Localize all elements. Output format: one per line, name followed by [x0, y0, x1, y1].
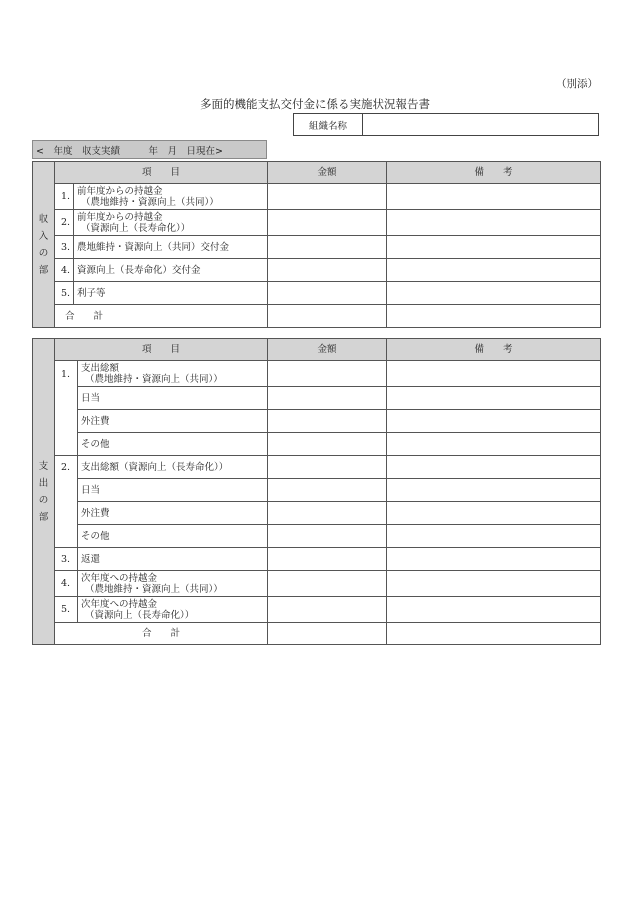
expense-side-label: 支出の部: [33, 339, 55, 645]
remarks-cell[interactable]: [387, 525, 601, 548]
amount-cell[interactable]: [268, 456, 387, 479]
row-number: 5.: [55, 597, 78, 623]
amount-cell[interactable]: [268, 502, 387, 525]
row-item: 農地維持・資源向上（共同）交付金: [74, 236, 268, 259]
row-item: 返還: [78, 548, 268, 571]
row-number: 5.: [55, 282, 74, 305]
item-header: 項 目: [55, 162, 268, 184]
table-row: [33, 236, 601, 259]
table-row: [33, 479, 601, 502]
document-title: 多面的機能支払交付金に係る実施状況報告書: [200, 97, 430, 111]
table-row: [33, 210, 601, 236]
row-number: 4.: [55, 259, 74, 282]
remarks-cell[interactable]: [387, 571, 601, 597]
table-row: [33, 361, 601, 387]
amount-cell[interactable]: [268, 361, 387, 387]
income-total-label: 合 計: [55, 305, 268, 328]
row-number: 1.: [55, 184, 74, 210]
sub-item: 日当: [78, 387, 268, 410]
amount-cell[interactable]: [268, 210, 387, 236]
remarks-cell[interactable]: [387, 548, 601, 571]
remarks-header: 備 考: [387, 162, 601, 184]
remarks-cell[interactable]: [387, 410, 601, 433]
remarks-cell[interactable]: [387, 210, 601, 236]
expense-header-row: [33, 339, 601, 361]
table-row: [33, 502, 601, 525]
expense-table: [32, 338, 601, 645]
table-row: [33, 410, 601, 433]
amount-header: 金額: [268, 339, 387, 361]
row-number: 2.: [55, 210, 74, 236]
remarks-cell[interactable]: [387, 236, 601, 259]
sub-item: 外注費: [78, 410, 268, 433]
remarks-cell[interactable]: [387, 361, 601, 387]
amount-cell[interactable]: [268, 282, 387, 305]
remarks-cell[interactable]: [387, 305, 601, 328]
remarks-cell[interactable]: [387, 456, 601, 479]
table-row: [33, 525, 601, 548]
table-row: [33, 597, 601, 623]
table-row: [33, 387, 601, 410]
income-header-row: [33, 162, 601, 184]
row-item: 支出総額（資源向上（長寿命化））: [78, 456, 268, 479]
row-number: 2.: [55, 456, 78, 548]
remarks-cell[interactable]: [387, 282, 601, 305]
remarks-header: 備 考: [387, 339, 601, 361]
item-header: 項 目: [55, 339, 268, 361]
remarks-cell[interactable]: [387, 433, 601, 456]
amount-cell[interactable]: [268, 236, 387, 259]
sub-item: その他: [78, 433, 268, 456]
attachment-label: （別添）: [556, 78, 598, 90]
row-number: 1.: [55, 361, 78, 456]
amount-cell[interactable]: [268, 597, 387, 623]
remarks-cell[interactable]: [387, 597, 601, 623]
organization-name-label: 組織名称: [294, 114, 363, 135]
amount-cell[interactable]: [268, 623, 387, 645]
remarks-cell[interactable]: [387, 502, 601, 525]
remarks-cell[interactable]: [387, 387, 601, 410]
amount-cell[interactable]: [268, 571, 387, 597]
sub-item: その他: [78, 525, 268, 548]
remarks-cell[interactable]: [387, 623, 601, 645]
sub-item: 外注費: [78, 502, 268, 525]
income-side-label: 収入の部: [33, 162, 55, 328]
row-item: 資源向上（長寿命化）交付金: [74, 259, 268, 282]
remarks-cell[interactable]: [387, 259, 601, 282]
amount-cell[interactable]: [268, 433, 387, 456]
organization-name-value[interactable]: [363, 114, 598, 135]
remarks-cell[interactable]: [387, 184, 601, 210]
row-item: 利子等: [74, 282, 268, 305]
table-row: [33, 433, 601, 456]
amount-cell[interactable]: [268, 184, 387, 210]
table-row: [33, 456, 601, 479]
amount-cell[interactable]: [268, 548, 387, 571]
amount-cell[interactable]: [268, 259, 387, 282]
table-row: [33, 282, 601, 305]
table-row: [33, 548, 601, 571]
row-item: 次年度への持越金 （資源向上（長寿命化））: [78, 597, 268, 623]
row-item: 前年度からの持越金 （資源向上（長寿命化））: [74, 210, 268, 236]
row-number: 3.: [55, 236, 74, 259]
amount-cell[interactable]: [268, 525, 387, 548]
remarks-cell[interactable]: [387, 479, 601, 502]
amount-cell[interactable]: [268, 479, 387, 502]
table-row: [33, 184, 601, 210]
row-item: 支出総額 （農地維持・資源向上（共同））: [78, 361, 268, 387]
amount-cell[interactable]: [268, 305, 387, 328]
row-item: 次年度への持越金 （農地維持・資源向上（共同））: [78, 571, 268, 597]
table-row: [33, 571, 601, 597]
amount-cell[interactable]: [268, 410, 387, 433]
income-table: [32, 161, 601, 328]
row-item: 前年度からの持越金 （農地維持・資源向上（共同））: [74, 184, 268, 210]
sub-item: 日当: [78, 479, 268, 502]
income-total-row: [33, 305, 601, 328]
table-row: [33, 259, 601, 282]
expense-total-label: 合 計: [55, 623, 268, 645]
amount-cell[interactable]: [268, 387, 387, 410]
amount-header: 金額: [268, 162, 387, 184]
organization-name-field: [293, 113, 599, 136]
row-number: 4.: [55, 571, 78, 597]
row-number: 3.: [55, 548, 78, 571]
fiscal-year-status-bar: < 年度 収支実績 年 月 日現在>: [32, 140, 267, 159]
expense-total-row: [33, 623, 601, 645]
